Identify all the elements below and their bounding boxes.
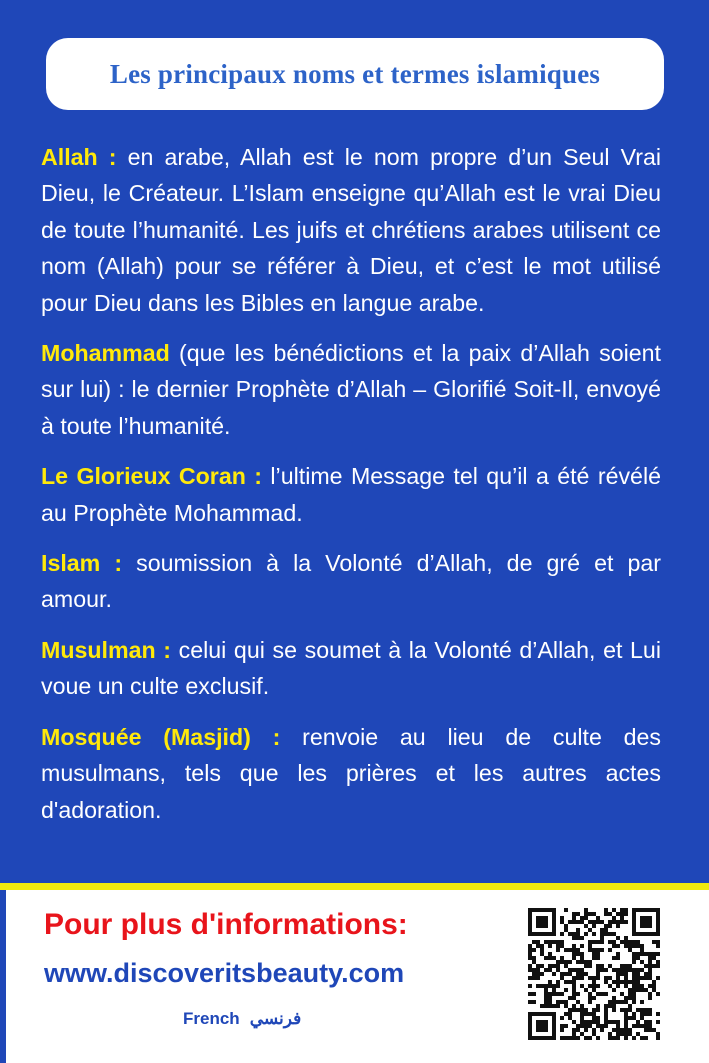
glossary-entry-mohammad [41, 335, 661, 444]
entry-text: celui qui se soumet à la Volonté d’Allah, et Lui voue un culte exclusif. [41, 636, 661, 700]
entry-term: Mohammad [41, 340, 170, 367]
glossary-entry-islam [41, 545, 661, 618]
entry-term: Islam : [41, 550, 123, 577]
entry-term: Mosquée (Masjid) : [41, 723, 281, 750]
page-title: Les principaux noms et termes islamiques [109, 58, 601, 89]
glossary-list [41, 139, 661, 842]
entry-term: Allah : [41, 144, 117, 170]
entry-text: l’ultime Message tel qu’il a été révélé au Prophète Mohammad. [41, 463, 662, 526]
entry-text: en arabe, Allah est le nom propre d’un Seul Vrai Dieu, le Créateur. L’Islam enseigne qu’Allah est le vrai Dieu de toute l’humanité. Les juifs et chrétiens arabes utilisent ce nom (Allah) pour se référer à Dieu, et c’est le mot utilisé pour Dieu dans les Bibles en langue arabe. [41, 144, 661, 316]
more-info-heading: Pour plus d'informations: [44, 908, 408, 941]
title-box [46, 38, 664, 110]
glossary-entry-coran [41, 458, 661, 531]
entry-term: Musulman : [41, 636, 171, 663]
glossary-entry-mosquee [41, 719, 661, 828]
entry-text: renvoie au lieu de culte des musulmans, tels que les prières et les autres actes d'adoration. [41, 723, 661, 823]
language-ar: فرنسي [249, 1009, 302, 1028]
website-link[interactable]: www.discoveritsbeauty.com [44, 958, 405, 988]
glossary-entry-musulman [41, 632, 661, 705]
qr-code-icon [528, 908, 660, 1040]
language-label [183, 1009, 301, 1029]
divider-line [0, 883, 709, 890]
entry-text: (que les bénédictions et la paix d’Allah soient sur lui) : le dernier Prophète d’Allah – Glorifié Soit-Il, envoyé à toute l’humanité. [41, 340, 661, 439]
glossary-entry-allah [41, 139, 661, 321]
language-fr: French [183, 1009, 240, 1028]
footer-edge [0, 890, 6, 1063]
entry-term: Le Glorieux Coran : [41, 463, 263, 490]
entry-text: soumission à la Volonté d’Allah, de gré et par amour. [41, 550, 661, 613]
